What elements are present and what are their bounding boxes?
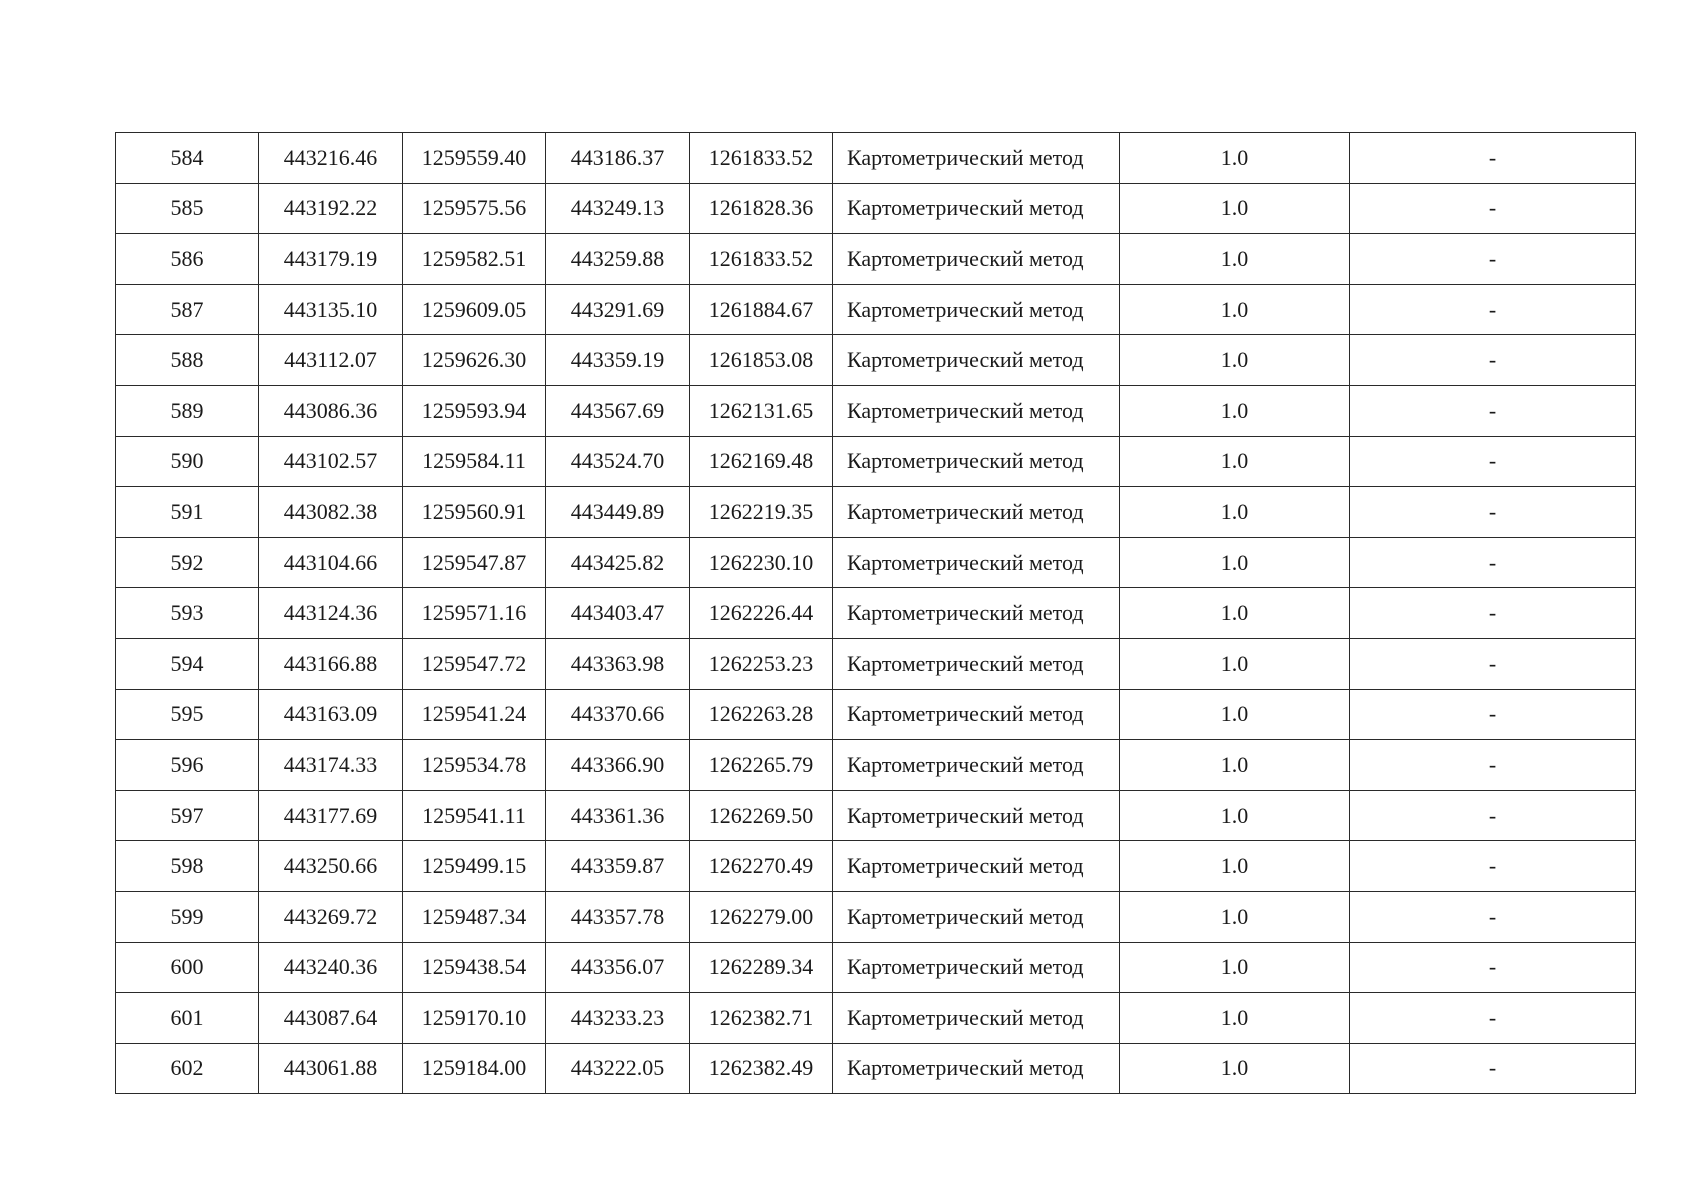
y-coordinate-cell: 1262263.28 bbox=[690, 689, 833, 740]
y-coordinate-cell: 1259547.72 bbox=[403, 638, 546, 689]
x-coordinate-cell: 443177.69 bbox=[259, 790, 403, 841]
method-cell: Картометрический метод bbox=[833, 234, 1120, 285]
method-cell: Картометрический метод bbox=[833, 790, 1120, 841]
x-coordinate-cell: 443163.09 bbox=[259, 689, 403, 740]
accuracy-cell: 1.0 bbox=[1120, 487, 1350, 538]
y-coordinate-cell: 1262279.00 bbox=[690, 891, 833, 942]
x-coordinate-cell: 443186.37 bbox=[546, 133, 690, 184]
coordinates-table bbox=[115, 132, 1636, 1094]
x-coordinate-cell: 443425.82 bbox=[546, 537, 690, 588]
note-cell: - bbox=[1350, 436, 1636, 487]
method-cell: Картометрический метод bbox=[833, 841, 1120, 892]
method-cell: Картометрический метод bbox=[833, 385, 1120, 436]
x-coordinate-cell: 443222.05 bbox=[546, 1043, 690, 1094]
point-number-cell: 596 bbox=[116, 740, 259, 791]
accuracy-cell: 1.0 bbox=[1120, 183, 1350, 234]
y-coordinate-cell: 1259438.54 bbox=[403, 942, 546, 993]
method-cell: Картометрический метод bbox=[833, 183, 1120, 234]
y-coordinate-cell: 1259560.91 bbox=[403, 487, 546, 538]
accuracy-cell: 1.0 bbox=[1120, 436, 1350, 487]
accuracy-cell: 1.0 bbox=[1120, 638, 1350, 689]
point-number-cell: 591 bbox=[116, 487, 259, 538]
x-coordinate-cell: 443250.66 bbox=[259, 841, 403, 892]
point-number-cell: 587 bbox=[116, 284, 259, 335]
table-row bbox=[116, 183, 1636, 234]
method-cell: Картометрический метод bbox=[833, 740, 1120, 791]
point-number-cell: 590 bbox=[116, 436, 259, 487]
point-number-cell: 586 bbox=[116, 234, 259, 285]
note-cell: - bbox=[1350, 942, 1636, 993]
point-number-cell: 599 bbox=[116, 891, 259, 942]
y-coordinate-cell: 1262131.65 bbox=[690, 385, 833, 436]
x-coordinate-cell: 443179.19 bbox=[259, 234, 403, 285]
note-cell: - bbox=[1350, 841, 1636, 892]
accuracy-cell: 1.0 bbox=[1120, 284, 1350, 335]
method-cell: Картометрический метод bbox=[833, 689, 1120, 740]
table-row bbox=[116, 133, 1636, 184]
note-cell: - bbox=[1350, 335, 1636, 386]
x-coordinate-cell: 443082.38 bbox=[259, 487, 403, 538]
y-coordinate-cell: 1262270.49 bbox=[690, 841, 833, 892]
y-coordinate-cell: 1259609.05 bbox=[403, 284, 546, 335]
x-coordinate-cell: 443233.23 bbox=[546, 993, 690, 1044]
x-coordinate-cell: 443567.69 bbox=[546, 385, 690, 436]
y-coordinate-cell: 1259170.10 bbox=[403, 993, 546, 1044]
note-cell: - bbox=[1350, 133, 1636, 184]
note-cell: - bbox=[1350, 284, 1636, 335]
y-coordinate-cell: 1262382.49 bbox=[690, 1043, 833, 1094]
y-coordinate-cell: 1261828.36 bbox=[690, 183, 833, 234]
table-body bbox=[116, 133, 1636, 1094]
accuracy-cell: 1.0 bbox=[1120, 1043, 1350, 1094]
accuracy-cell: 1.0 bbox=[1120, 841, 1350, 892]
x-coordinate-cell: 443356.07 bbox=[546, 942, 690, 993]
x-coordinate-cell: 443166.88 bbox=[259, 638, 403, 689]
table-row bbox=[116, 385, 1636, 436]
y-coordinate-cell: 1259184.00 bbox=[403, 1043, 546, 1094]
point-number-cell: 602 bbox=[116, 1043, 259, 1094]
y-coordinate-cell: 1262269.50 bbox=[690, 790, 833, 841]
x-coordinate-cell: 443366.90 bbox=[546, 740, 690, 791]
accuracy-cell: 1.0 bbox=[1120, 588, 1350, 639]
table-row bbox=[116, 537, 1636, 588]
y-coordinate-cell: 1262169.48 bbox=[690, 436, 833, 487]
y-coordinate-cell: 1259547.87 bbox=[403, 537, 546, 588]
method-cell: Картометрический метод bbox=[833, 537, 1120, 588]
x-coordinate-cell: 443524.70 bbox=[546, 436, 690, 487]
x-coordinate-cell: 443124.36 bbox=[259, 588, 403, 639]
x-coordinate-cell: 443359.19 bbox=[546, 335, 690, 386]
y-coordinate-cell: 1261884.67 bbox=[690, 284, 833, 335]
point-number-cell: 585 bbox=[116, 183, 259, 234]
method-cell: Картометрический метод bbox=[833, 284, 1120, 335]
x-coordinate-cell: 443363.98 bbox=[546, 638, 690, 689]
y-coordinate-cell: 1259582.51 bbox=[403, 234, 546, 285]
accuracy-cell: 1.0 bbox=[1120, 740, 1350, 791]
x-coordinate-cell: 443240.36 bbox=[259, 942, 403, 993]
method-cell: Картометрический метод bbox=[833, 993, 1120, 1044]
accuracy-cell: 1.0 bbox=[1120, 942, 1350, 993]
y-coordinate-cell: 1259487.34 bbox=[403, 891, 546, 942]
x-coordinate-cell: 443061.88 bbox=[259, 1043, 403, 1094]
y-coordinate-cell: 1262219.35 bbox=[690, 487, 833, 538]
table-row bbox=[116, 841, 1636, 892]
y-coordinate-cell: 1262253.23 bbox=[690, 638, 833, 689]
y-coordinate-cell: 1259575.56 bbox=[403, 183, 546, 234]
accuracy-cell: 1.0 bbox=[1120, 133, 1350, 184]
note-cell: - bbox=[1350, 740, 1636, 791]
x-coordinate-cell: 443086.36 bbox=[259, 385, 403, 436]
y-coordinate-cell: 1262226.44 bbox=[690, 588, 833, 639]
x-coordinate-cell: 443449.89 bbox=[546, 487, 690, 538]
x-coordinate-cell: 443216.46 bbox=[259, 133, 403, 184]
y-coordinate-cell: 1261853.08 bbox=[690, 335, 833, 386]
accuracy-cell: 1.0 bbox=[1120, 993, 1350, 1044]
x-coordinate-cell: 443361.36 bbox=[546, 790, 690, 841]
point-number-cell: 598 bbox=[116, 841, 259, 892]
table-row bbox=[116, 588, 1636, 639]
method-cell: Картометрический метод bbox=[833, 588, 1120, 639]
y-coordinate-cell: 1259559.40 bbox=[403, 133, 546, 184]
y-coordinate-cell: 1259541.24 bbox=[403, 689, 546, 740]
note-cell: - bbox=[1350, 234, 1636, 285]
table-row bbox=[116, 234, 1636, 285]
table-row bbox=[116, 284, 1636, 335]
method-cell: Картометрический метод bbox=[833, 1043, 1120, 1094]
note-cell: - bbox=[1350, 689, 1636, 740]
accuracy-cell: 1.0 bbox=[1120, 891, 1350, 942]
note-cell: - bbox=[1350, 638, 1636, 689]
point-number-cell: 601 bbox=[116, 993, 259, 1044]
x-coordinate-cell: 443357.78 bbox=[546, 891, 690, 942]
point-number-cell: 588 bbox=[116, 335, 259, 386]
x-coordinate-cell: 443269.72 bbox=[259, 891, 403, 942]
accuracy-cell: 1.0 bbox=[1120, 537, 1350, 588]
accuracy-cell: 1.0 bbox=[1120, 790, 1350, 841]
y-coordinate-cell: 1259534.78 bbox=[403, 740, 546, 791]
method-cell: Картометрический метод bbox=[833, 638, 1120, 689]
x-coordinate-cell: 443112.07 bbox=[259, 335, 403, 386]
x-coordinate-cell: 443102.57 bbox=[259, 436, 403, 487]
x-coordinate-cell: 443174.33 bbox=[259, 740, 403, 791]
table-row bbox=[116, 790, 1636, 841]
method-cell: Картометрический метод bbox=[833, 335, 1120, 386]
table-row bbox=[116, 740, 1636, 791]
x-coordinate-cell: 443104.66 bbox=[259, 537, 403, 588]
table-row bbox=[116, 993, 1636, 1044]
accuracy-cell: 1.0 bbox=[1120, 385, 1350, 436]
y-coordinate-cell: 1259626.30 bbox=[403, 335, 546, 386]
note-cell: - bbox=[1350, 537, 1636, 588]
y-coordinate-cell: 1259571.16 bbox=[403, 588, 546, 639]
accuracy-cell: 1.0 bbox=[1120, 335, 1350, 386]
table-row bbox=[116, 891, 1636, 942]
point-number-cell: 595 bbox=[116, 689, 259, 740]
note-cell: - bbox=[1350, 891, 1636, 942]
y-coordinate-cell: 1262289.34 bbox=[690, 942, 833, 993]
point-number-cell: 592 bbox=[116, 537, 259, 588]
note-cell: - bbox=[1350, 1043, 1636, 1094]
table-row bbox=[116, 689, 1636, 740]
table-row bbox=[116, 1043, 1636, 1094]
method-cell: Картометрический метод bbox=[833, 942, 1120, 993]
table-row bbox=[116, 335, 1636, 386]
y-coordinate-cell: 1262265.79 bbox=[690, 740, 833, 791]
note-cell: - bbox=[1350, 993, 1636, 1044]
table-row bbox=[116, 487, 1636, 538]
note-cell: - bbox=[1350, 385, 1636, 436]
point-number-cell: 597 bbox=[116, 790, 259, 841]
y-coordinate-cell: 1261833.52 bbox=[690, 133, 833, 184]
y-coordinate-cell: 1262230.10 bbox=[690, 537, 833, 588]
note-cell: - bbox=[1350, 487, 1636, 538]
method-cell: Картометрический метод bbox=[833, 133, 1120, 184]
y-coordinate-cell: 1259593.94 bbox=[403, 385, 546, 436]
x-coordinate-cell: 443291.69 bbox=[546, 284, 690, 335]
y-coordinate-cell: 1262382.71 bbox=[690, 993, 833, 1044]
y-coordinate-cell: 1259499.15 bbox=[403, 841, 546, 892]
table-row bbox=[116, 942, 1636, 993]
x-coordinate-cell: 443259.88 bbox=[546, 234, 690, 285]
x-coordinate-cell: 443403.47 bbox=[546, 588, 690, 639]
point-number-cell: 600 bbox=[116, 942, 259, 993]
x-coordinate-cell: 443249.13 bbox=[546, 183, 690, 234]
table-row bbox=[116, 436, 1636, 487]
point-number-cell: 589 bbox=[116, 385, 259, 436]
x-coordinate-cell: 443359.87 bbox=[546, 841, 690, 892]
y-coordinate-cell: 1259541.11 bbox=[403, 790, 546, 841]
table-row bbox=[116, 638, 1636, 689]
point-number-cell: 594 bbox=[116, 638, 259, 689]
method-cell: Картометрический метод bbox=[833, 436, 1120, 487]
note-cell: - bbox=[1350, 790, 1636, 841]
method-cell: Картометрический метод bbox=[833, 487, 1120, 538]
accuracy-cell: 1.0 bbox=[1120, 234, 1350, 285]
y-coordinate-cell: 1259584.11 bbox=[403, 436, 546, 487]
method-cell: Картометрический метод bbox=[833, 891, 1120, 942]
point-number-cell: 584 bbox=[116, 133, 259, 184]
x-coordinate-cell: 443135.10 bbox=[259, 284, 403, 335]
x-coordinate-cell: 443370.66 bbox=[546, 689, 690, 740]
x-coordinate-cell: 443192.22 bbox=[259, 183, 403, 234]
point-number-cell: 593 bbox=[116, 588, 259, 639]
note-cell: - bbox=[1350, 183, 1636, 234]
x-coordinate-cell: 443087.64 bbox=[259, 993, 403, 1044]
y-coordinate-cell: 1261833.52 bbox=[690, 234, 833, 285]
note-cell: - bbox=[1350, 588, 1636, 639]
accuracy-cell: 1.0 bbox=[1120, 689, 1350, 740]
